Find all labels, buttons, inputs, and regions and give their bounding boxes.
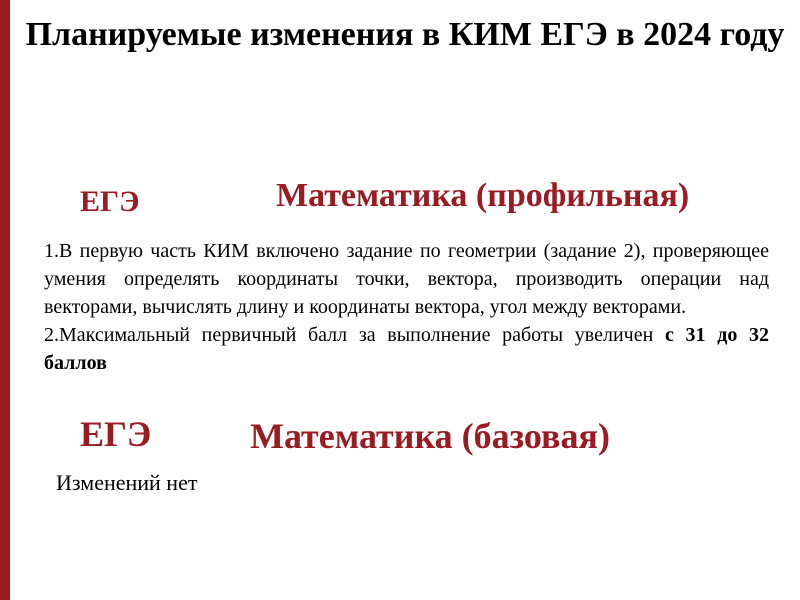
exam-label-base: ЕГЭ bbox=[80, 414, 152, 454]
change-text: Максимальный первичный балл за выполнение работы увеличен bbox=[59, 324, 665, 346]
change-emphasis: с 31 до 32 баллов bbox=[44, 324, 769, 374]
slide-title: Планируемые изменения в КИМ ЕГЭ в 2024 году bbox=[25, 16, 785, 53]
subject-heading-profile: Математика (профильная) bbox=[276, 177, 690, 214]
subject-heading-base: Математика (базовая) bbox=[250, 416, 610, 456]
change-item-2 bbox=[44, 321, 769, 377]
change-text: В первую часть КИМ включено задание по геометрии (задание 2), проверяющее умения определять координаты точки, вектора, производить операции над векторами, вычислять длину и координаты вектора, угол между векторами. bbox=[44, 240, 769, 318]
exam-label-profile: ЕГЭ bbox=[80, 185, 140, 218]
changes-list bbox=[44, 237, 769, 377]
accent-side-bar bbox=[0, 0, 10, 600]
change-item-1 bbox=[44, 237, 769, 321]
change-number: 1. bbox=[44, 240, 59, 262]
no-changes-note: Изменений нет bbox=[56, 470, 198, 495]
change-number: 2. bbox=[44, 324, 59, 346]
